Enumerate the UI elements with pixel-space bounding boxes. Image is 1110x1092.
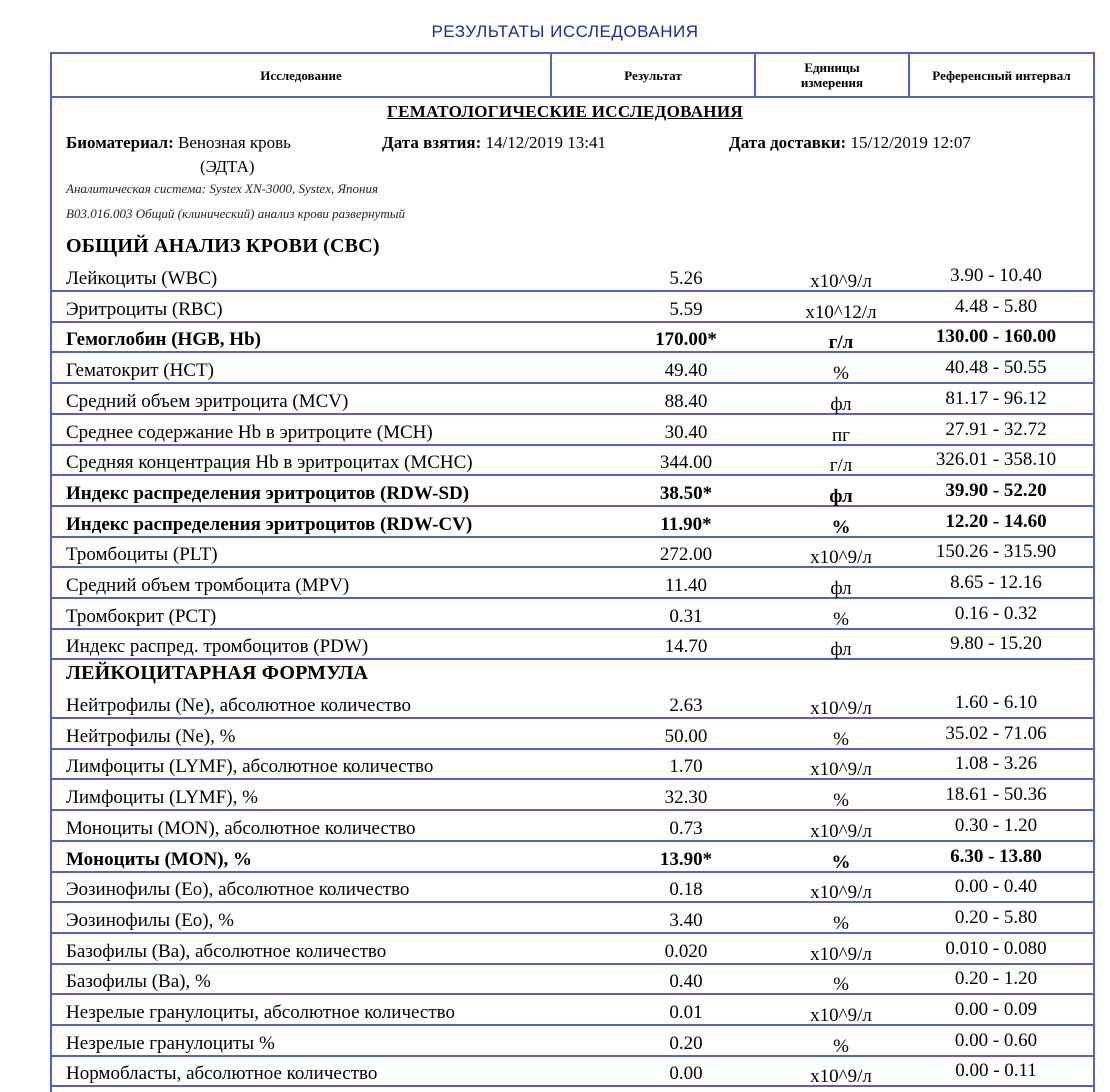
group-title-diff: ЛЕЙКОЦИТАРНАЯ ФОРМУЛА <box>66 662 369 684</box>
row-name: Незрелые гранулоциты, абсолютное количество <box>66 1002 455 1023</box>
row-result: 0.18 <box>669 879 703 901</box>
row-result: 11.90* <box>660 513 712 535</box>
row-units: % <box>831 516 851 538</box>
row-name: Нейтрофилы (Ne), абсолютное количество <box>66 695 411 716</box>
row-name: Среднее содержание Hb в эритроците (MCH) <box>66 421 433 443</box>
row-ref: 18.61 - 50.36 <box>945 784 1047 806</box>
date-delivered-value: 15/12/2019 12:07 <box>850 133 971 152</box>
row-name: Лимфоциты (LYMF), абсолютное количество <box>66 756 434 778</box>
row-ref: 130.00 - 160.00 <box>935 326 1057 348</box>
header-result: Результат <box>552 54 756 96</box>
row-name: Средний объем тромбоцита (MPV) <box>66 575 350 596</box>
row-result: 0.20 <box>669 1032 703 1054</box>
row-ref: 6.30 - 13.80 <box>950 845 1042 867</box>
section-title: ГЕМАТОЛОГИЧЕСКИЕ ИССЛЕДОВАНИЯ <box>387 102 743 121</box>
table-row <box>51 293 1093 323</box>
row-ref: 35.02 - 71.06 <box>945 722 1047 744</box>
row-name: Незрелые гранулоциты % <box>66 1032 275 1054</box>
row-ref: 4.48 - 5.80 <box>954 295 1038 317</box>
row-result: 0.40 <box>669 971 703 993</box>
biomaterial-label: Биоматериал: <box>66 133 174 152</box>
biomaterial <box>66 133 291 153</box>
row-result: 38.50* <box>659 482 713 504</box>
date-delivered <box>729 133 971 153</box>
row-units: x10^9/л <box>810 820 872 842</box>
table-row <box>51 1057 1093 1087</box>
row-name: Нейтрофилы (Ne), % <box>66 725 236 747</box>
row-units: % <box>831 851 851 873</box>
row-units: % <box>833 728 849 750</box>
table-row <box>51 385 1093 415</box>
row-name: Моноциты (MON), % <box>66 848 253 870</box>
row-name: Лейкоциты (WBC) <box>66 268 218 289</box>
row-units: x10^9/л <box>810 943 872 965</box>
row-units: фл <box>830 639 852 661</box>
table-row <box>51 262 1093 292</box>
row-ref: 8.65 - 12.16 <box>950 572 1042 593</box>
row-result: 0.01 <box>669 1002 703 1023</box>
row-result: 30.40 <box>664 421 708 443</box>
row-ref: 0.010 - 0.080 <box>945 937 1047 959</box>
row-units: г/л <box>829 455 853 477</box>
row-units: % <box>833 608 849 630</box>
table-row <box>51 965 1093 995</box>
row-name: Средняя концентрация Hb в эритроцитах (MCHC) <box>66 452 473 474</box>
row-result: 5.59 <box>669 298 703 320</box>
header-units-line1: Единицы <box>804 60 860 75</box>
row-result: 49.40 <box>664 360 708 382</box>
row-name: Моноциты (MON), абсолютное количество <box>66 817 416 839</box>
row-result: 13.90* <box>659 848 713 870</box>
row-result: 272.00 <box>659 544 713 566</box>
table-row <box>51 538 1093 568</box>
row-ref: 9.80 - 15.20 <box>950 633 1042 655</box>
row-units: % <box>833 790 849 812</box>
table-row <box>51 689 1093 719</box>
row-ref: 1.60 - 6.10 <box>954 692 1038 713</box>
page-title: РЕЗУЛЬТАТЫ ИССЛЕДОВАНИЯ <box>431 22 699 41</box>
row-units: пг <box>832 424 850 446</box>
row-result: 0.00 <box>669 1063 703 1085</box>
table-row <box>51 1027 1093 1057</box>
row-name: Тромбокрит (PCT) <box>66 605 217 627</box>
table-row <box>51 904 1093 934</box>
table-row <box>51 477 1093 507</box>
row-name: Индекс распред. тромбоцитов (PDW) <box>66 636 369 658</box>
row-name: Гемоглобин (HGB, Hb) <box>66 329 261 351</box>
row-ref: 0.00 - 0.40 <box>954 876 1038 898</box>
row-units: % <box>833 974 849 996</box>
row-units: фл <box>830 578 852 599</box>
row-units: % <box>833 912 849 934</box>
row-name: Лимфоциты (LYMF), % <box>66 787 258 809</box>
row-units: % <box>833 363 849 385</box>
row-units: г/л <box>828 332 854 354</box>
row-result: 170.00* <box>655 329 717 351</box>
date-taken <box>382 133 606 153</box>
table-row <box>51 354 1093 384</box>
row-name: Тромбоциты (PLT) <box>66 544 218 566</box>
table-row <box>51 720 1093 750</box>
row-ref: 40.48 - 50.55 <box>945 357 1047 379</box>
row-ref: 39.90 - 52.20 <box>945 479 1047 501</box>
row-result: 0.73 <box>669 817 703 839</box>
service-code: B03.016.003 Общий (клинический) анализ крови развернутый <box>66 206 406 221</box>
header-ref: Референсный интервал <box>932 67 1071 83</box>
row-ref: 0.20 - 5.80 <box>954 906 1038 928</box>
row-units: фл <box>830 393 852 415</box>
table-row <box>51 569 1093 599</box>
row-ref: 0.20 - 1.20 <box>954 968 1038 990</box>
row-ref: 81.17 - 96.12 <box>945 387 1047 409</box>
date-delivered-label: Дата доставки: <box>729 133 847 152</box>
header-units-line2: измерения <box>800 75 864 90</box>
row-units: x10^9/л <box>810 882 872 904</box>
row-units: % <box>833 1035 849 1057</box>
row-ref: 0.00 - 0.11 <box>955 1060 1037 1082</box>
row-name: Средний объем эритроцита (MCV) <box>66 390 349 412</box>
row-result: 11.40 <box>664 575 708 596</box>
group-title-cbc: ОБЩИЙ АНАЛИЗ КРОВИ (CBC) <box>66 235 380 257</box>
row-result: 50.00 <box>664 725 708 747</box>
row-units: x10^9/л <box>810 759 872 781</box>
table-row <box>51 873 1093 903</box>
row-name: Эозинофилы (Eo), % <box>66 909 234 931</box>
row-result: 32.30 <box>664 787 708 809</box>
table-row <box>51 630 1093 660</box>
row-units: x10^9/л <box>810 698 872 719</box>
row-units: x10^9/л <box>810 1066 872 1088</box>
row-ref: 326.01 - 358.10 <box>935 449 1057 471</box>
row-ref: 1.08 - 3.26 <box>954 753 1038 775</box>
row-ref: 12.20 - 14.60 <box>945 510 1047 532</box>
table-row <box>51 996 1093 1026</box>
row-ref: 27.91 - 32.72 <box>945 418 1047 440</box>
row-name: Нормобласты, абсолютное количество <box>66 1063 378 1085</box>
row-result: 88.40 <box>664 390 708 412</box>
row-ref: 3.90 - 10.40 <box>950 265 1042 286</box>
row-result: 14.70 <box>664 636 708 658</box>
row-result: 2.63 <box>669 695 703 716</box>
row-ref: 0.00 - 0.60 <box>954 1029 1038 1051</box>
biomaterial-value: Венозная кровь <box>177 133 291 152</box>
header-units <box>756 54 910 96</box>
row-units: x10^12/л <box>805 301 877 323</box>
biomaterial-value-2: (ЭДТА) <box>200 157 255 176</box>
row-name: Эозинофилы (Eo), абсолютное количество <box>66 879 410 901</box>
table-row <box>51 323 1093 353</box>
row-ref: 0.30 - 1.20 <box>954 814 1038 836</box>
table-row <box>51 508 1093 538</box>
row-units: x10^9/л <box>810 1005 872 1026</box>
row-result: 3.40 <box>669 909 703 931</box>
table-row <box>51 446 1093 476</box>
row-units: фл <box>829 485 853 507</box>
date-taken-value: 14/12/2019 13:41 <box>485 133 606 152</box>
table-row <box>51 781 1093 811</box>
row-name: Индекс распределения эритроцитов (RDW-SD) <box>66 482 470 504</box>
row-ref: 0.00 - 0.09 <box>954 999 1038 1020</box>
row-name: Базофилы (Ba), % <box>66 971 211 993</box>
table-row <box>51 935 1093 965</box>
row-result: 5.26 <box>669 268 703 289</box>
row-units: x10^9/л <box>810 271 872 292</box>
table-row <box>51 750 1093 780</box>
row-name: Базофилы (Ba), абсолютное количество <box>66 940 387 962</box>
table-row <box>51 416 1093 446</box>
header-name: Исследование <box>52 54 552 96</box>
table-row <box>51 812 1093 842</box>
row-result: 0.31 <box>669 605 703 627</box>
row-result: 0.020 <box>664 940 708 962</box>
row-units: x10^9/л <box>810 547 872 569</box>
row-result: 1.70 <box>669 756 703 778</box>
table-row <box>51 600 1093 630</box>
row-ref: 150.26 - 315.90 <box>935 541 1057 563</box>
date-taken-label: Дата взятия: <box>382 133 482 152</box>
row-name: Гематокрит (HCT) <box>66 360 214 382</box>
analytic-system: Аналитическая система: Systex XN-3000, Systex, Япония <box>66 181 379 196</box>
row-name: Эритроциты (RBC) <box>66 298 223 320</box>
row-ref: 0.16 - 0.32 <box>954 602 1038 624</box>
row-name: Индекс распределения эритроцитов (RDW-CV) <box>66 513 473 535</box>
table-header <box>50 52 1095 98</box>
table-row <box>51 843 1093 873</box>
row-result: 344.00 <box>659 452 713 474</box>
